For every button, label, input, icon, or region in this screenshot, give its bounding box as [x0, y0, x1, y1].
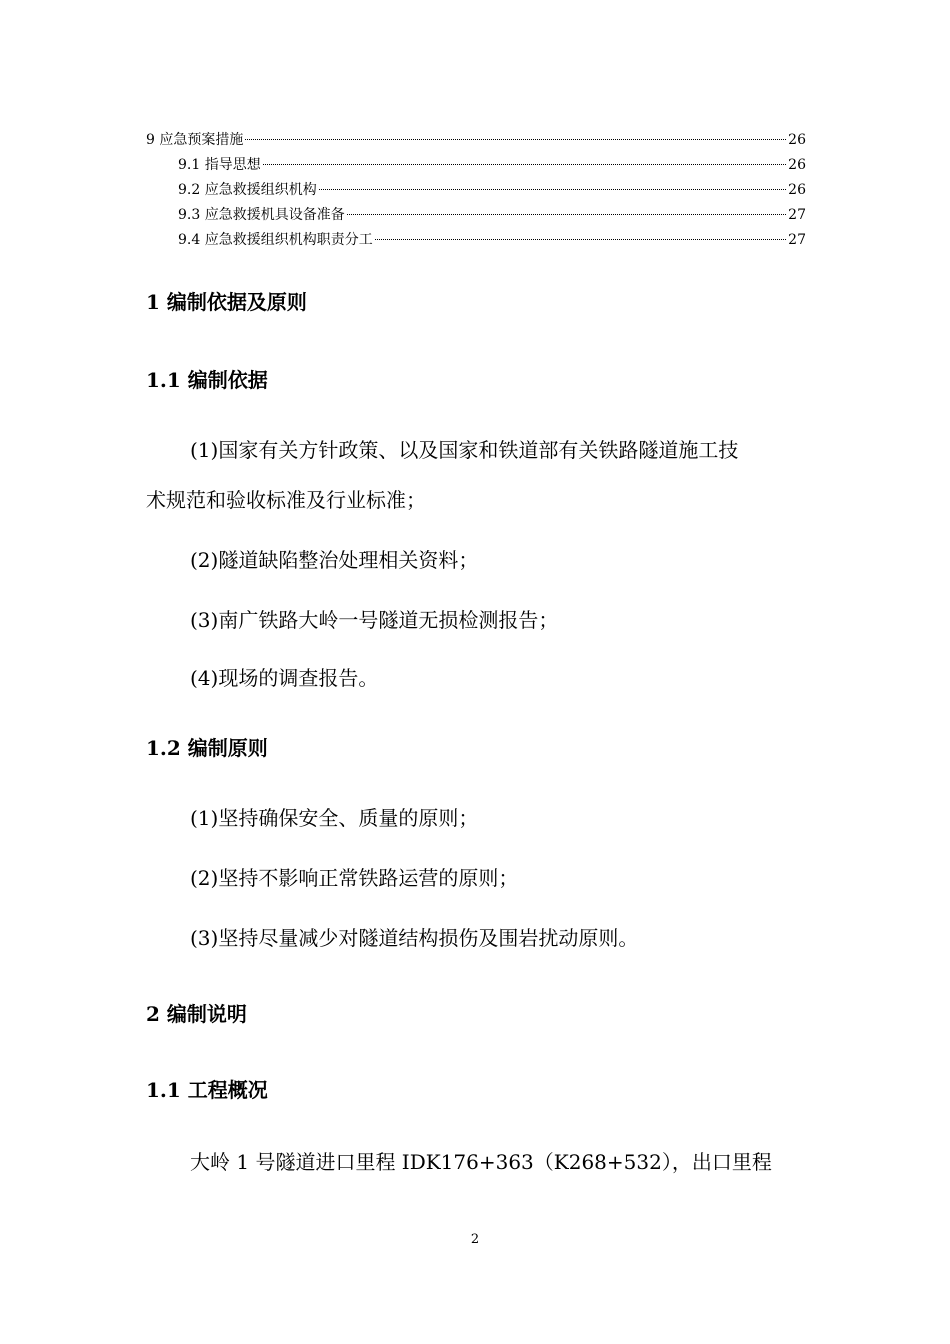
toc-entry-page: 26 — [788, 157, 806, 173]
paragraph-line: (4)现场的调查报告。 — [190, 666, 379, 690]
toc-entry-title: 9.3 应急救援机具设备准备 — [178, 207, 345, 223]
paragraph-line: 术规范和验收标准及行业标准； — [146, 488, 426, 512]
toc-entry[interactable] — [146, 178, 806, 203]
heading-level-1: 2 编制说明 — [146, 1002, 247, 1026]
page-number: 2 — [470, 1232, 480, 1247]
toc-leader-dots — [375, 239, 786, 240]
heading-level-1: 1 编制依据及原则 — [146, 290, 307, 314]
toc-entry[interactable] — [146, 228, 806, 253]
paragraph-line: (3)坚持尽量减少对隧道结构损伤及围岩扰动原则。 — [190, 926, 639, 950]
toc-entry-page: 26 — [788, 182, 806, 198]
toc-leader-dots — [263, 164, 786, 165]
paragraph-line: (1)国家有关方针政策、以及国家和铁道部有关铁路隧道施工技 — [190, 438, 739, 462]
toc-entry[interactable] — [146, 128, 806, 153]
toc-entry[interactable] — [146, 203, 806, 228]
toc-entry-title: 9.2 应急救援组织机构 — [178, 182, 317, 198]
table-of-contents — [146, 128, 806, 253]
toc-leader-dots — [347, 214, 786, 215]
toc-entry-title: 9 应急预案措施 — [146, 132, 244, 148]
toc-entry[interactable] — [146, 153, 806, 178]
toc-entry-title: 9.1 指导思想 — [178, 157, 261, 173]
toc-leader-dots — [245, 139, 786, 140]
paragraph-line: (2)隧道缺陷整治处理相关资料； — [190, 548, 479, 572]
heading-level-2: 1.1 工程概况 — [146, 1078, 268, 1102]
toc-entry-page: 26 — [788, 132, 806, 148]
heading-level-2: 1.1 编制依据 — [146, 368, 268, 392]
heading-level-2: 1.2 编制原则 — [146, 736, 268, 760]
toc-leader-dots — [319, 189, 786, 190]
toc-entry-page: 27 — [788, 232, 806, 248]
toc-entry-page: 27 — [788, 207, 806, 223]
paragraph-line: (3)南广铁路大岭一号隧道无损检测报告； — [190, 608, 559, 632]
paragraph-line: (2)坚持不影响正常铁路运营的原则； — [190, 866, 519, 890]
paragraph-line: 大岭 1 号隧道进口里程 IDK176+363（K268+532），出口里程 — [190, 1150, 772, 1174]
toc-entry-title: 9.4 应急救援组织机构职责分工 — [178, 232, 373, 248]
paragraph-line: (1)坚持确保安全、质量的原则； — [190, 806, 479, 830]
